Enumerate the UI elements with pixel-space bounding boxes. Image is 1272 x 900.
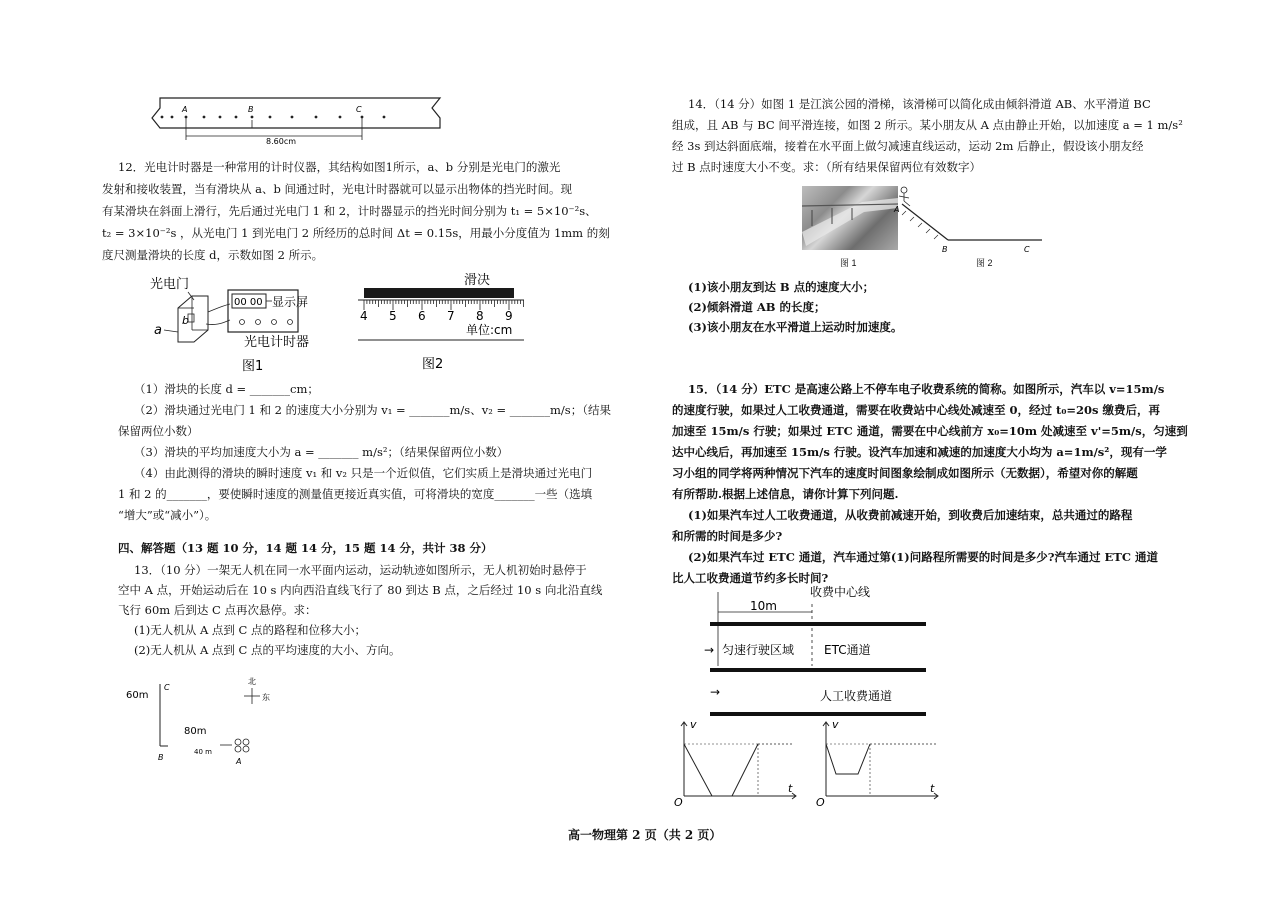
q12-line: t₂ = 3×10⁻²s ，从光电门 1 到光电门 2 所经历的总时间 Δt = 0.15s，用最小分度值为 1mm 的刻 xyxy=(102,226,610,240)
photogate-label: 光电门 xyxy=(150,277,190,292)
vt-axis-t: t xyxy=(930,782,935,795)
drone-label-c: C xyxy=(164,683,170,692)
q14-sub: (2)倾斜滑道 AB 的长度； xyxy=(688,300,826,314)
drone-label-a: A xyxy=(236,757,242,766)
slide-fig2-caption: 图 2 xyxy=(976,258,993,268)
q12-sub: 保留两位小数） xyxy=(118,424,199,438)
compass-north: 北 xyxy=(248,677,256,686)
q12-line: 有某滑块在斜面上滑行，先后通过光电门 1 和 2，计时器显示的挡光时间分别为 t₁ = 5×10⁻²s、 xyxy=(102,204,597,218)
q15-line: 15．（14 分）ETC 是高速公路上不停车电子收费系统的简称。如图所示，汽车以 v=15m/s xyxy=(688,382,1165,396)
drone-icon xyxy=(235,739,249,752)
slide-photo xyxy=(802,186,898,250)
ruler-tick-label: 5 xyxy=(389,309,397,323)
q14-text xyxy=(672,95,1183,179)
compass-icon xyxy=(244,688,260,704)
ruler-unit: 单位:cm xyxy=(466,323,513,337)
ruler-tick-label: 6 xyxy=(418,309,426,323)
tape-figure xyxy=(140,92,450,148)
vt-axis-v: v xyxy=(690,718,697,731)
compass-east: 东 xyxy=(262,693,270,702)
vt-axis-t: t xyxy=(788,782,793,795)
slide-diagram xyxy=(888,184,1048,256)
drone-label-b: B xyxy=(158,753,164,762)
q14-line: 过 B 点时速度大小不变。求：（所有结果保留两位有效数字） xyxy=(672,160,982,174)
q12-sub: （3）滑块的平均加速度大小为 a = _______ m/s²；（结果保留两位小数） xyxy=(134,445,509,459)
q13-line: (1)无人机从 A 点到 C 点的路程和位移大小； xyxy=(134,623,367,637)
q14-line: 组成，且 AB 与 BC 间平滑连接，如图 2 所示。某小朋友从 A 点由静止开始，以加速度 a = 1 m/s² xyxy=(672,118,1183,132)
toll-distance-label: 10m xyxy=(750,599,777,613)
tape-label-a: A xyxy=(182,105,188,114)
child-icon xyxy=(899,187,910,206)
slide-label-b: B xyxy=(942,245,948,254)
fig2-caption: 图2 xyxy=(422,357,444,372)
q15-line: 达中心线后，再加速至 15m/s 行驶。设汽车加速和减速的加速度大小均为 a=1m/s²，现有一学 xyxy=(672,445,1167,459)
q12-sub: （1）滑块的长度 d = _______cm； xyxy=(134,382,319,396)
q15-line: 有所帮助.根据上述信息，请你计算下列问题. xyxy=(672,487,899,501)
drone-label-40m: 40 m xyxy=(194,748,212,756)
q15-line: 的速度行驶，如果过人工收费通道，需要在收费站中心线处减速至 0，经过 t₀=20s 缴费后，再 xyxy=(672,403,1160,417)
toll-lane-diagram xyxy=(700,582,940,718)
q12-sub: （4）由此测得的滑块的瞬时速度 v₁ 和 v₂ 只是一个近似值，它们实质上是滑块通过光电门 xyxy=(134,466,593,480)
page-footer: 高一物理第 2 页（共 2 页） xyxy=(568,828,722,842)
toll-etc-label: ETC通道 xyxy=(824,643,871,657)
vt-graph-etc xyxy=(814,718,944,808)
q14-subquestions xyxy=(688,278,902,338)
toll-zone-label: 匀速行驶区域 xyxy=(722,643,795,657)
ruler-tick-label: 9 xyxy=(505,309,513,323)
slide-label-c: C xyxy=(1024,245,1030,254)
q15-text xyxy=(672,380,1188,590)
slider-label: 滑决 xyxy=(464,273,491,288)
gate-label-b: b xyxy=(182,314,189,327)
section-heading: 四、解答题（13 题 10 分，14 题 14 分，15 题 14 分，共计 38 分） xyxy=(118,541,493,555)
q13-line: (2)无人机从 A 点到 C 点的平均速度的大小、方向。 xyxy=(134,643,401,657)
fig1-caption: 图1 xyxy=(242,359,264,374)
toll-manual-label: 人工收费通道 xyxy=(820,689,893,703)
q14-line: 14．（14 分）如图 1 是江滨公园的滑梯，该滑梯可以简化成由倾斜滑道 AB、水平滑道 BC xyxy=(688,97,1151,111)
q12-line: 12．光电计时器是一种常用的计时仪器，其结构如图1所示，a、b 分别是光电门的激光 xyxy=(118,160,561,174)
q12-sub: “增大”或“减小”）。 xyxy=(118,508,217,522)
vt-axis-v: v xyxy=(832,718,839,731)
q13-line: 空中 A 点，开始运动后在 10 s 内向西沿直线飞行了 80 到达 B 点，之后经过 10 s 向北沿直线 xyxy=(118,583,603,597)
q14-sub: (1)该小朋友到达 B 点的速度大小； xyxy=(688,280,875,294)
tape-label-c: C xyxy=(356,105,362,114)
q13-line: 飞行 60m 后到达 C 点再次悬停。求： xyxy=(118,603,317,617)
q15-line: (2)如果汽车过 ETC 通道，汽车通过第(1)问路程所需要的时间是多少?汽车通过 ETC 通道 xyxy=(688,550,1158,564)
q13-text xyxy=(118,561,603,661)
q12-line: 度尺测量滑块的长度 d，示数如图 2 所示。 xyxy=(102,248,324,262)
tape-distance: 8.60cm xyxy=(266,137,297,146)
drone-path-figure xyxy=(118,672,288,768)
timer-label: 光电计时器 xyxy=(244,335,310,350)
q12-subquestions xyxy=(118,380,611,527)
vt-origin: O xyxy=(674,796,683,808)
gate-label-a: a xyxy=(154,323,162,338)
ruler-tick-label: 8 xyxy=(476,309,484,323)
slide-label-a: A xyxy=(894,205,900,214)
drone-label-60m: 60m xyxy=(126,690,149,701)
q13-line: 13．（10 分）一架无人机在同一水平面内运动，运动轨迹如图所示，无人机初始时悬停于 xyxy=(134,563,587,577)
photogate-figure xyxy=(148,272,348,374)
q14-sub: (3)该小朋友在水平滑道上运动时加速度。 xyxy=(688,320,903,334)
q15-line: 比人工收费通道节约多长时间? xyxy=(672,571,829,585)
q15-line: (1)如果汽车过人工收费通道，从收费前减速开始，到收费后加速结束，总共通过的路程 xyxy=(688,508,1133,522)
ruler-figure xyxy=(354,270,554,374)
q12-line: 发射和接收装置，当有滑块从 a、b 间通过时，光电计时器就可以显示出物体的挡光时间。现 xyxy=(102,182,573,196)
ruler-tick-label: 4 xyxy=(360,309,368,323)
screen-label: 显示屏 xyxy=(272,295,309,309)
toll-arrow-icon: → xyxy=(704,643,715,657)
q15-line: 习小组的同学将两种情况下汽车的速度时间图象绘制成如图所示（无数据），希望对你的解题 xyxy=(672,466,1138,480)
q14-line: 经 3s 到达斜面底端，接着在水平面上做匀减速直线运动，运动 2m 后静止，假设该小朋友经 xyxy=(672,139,1144,153)
ruler-tick-labels xyxy=(360,309,513,323)
drone-label-80m: 80m xyxy=(184,726,207,737)
toll-arrow-icon: → xyxy=(710,685,721,699)
q15-line: 和所需的时间是多少? xyxy=(672,529,783,543)
slide-fig1-caption: 图 1 xyxy=(840,258,857,268)
vt-origin: O xyxy=(816,796,825,808)
q12-text xyxy=(102,158,610,268)
toll-center-label: 收费中心线 xyxy=(810,585,871,599)
vt-graph-manual xyxy=(672,718,802,808)
tape-label-b: B xyxy=(248,105,254,114)
q12-sub: （2）滑块通过光电门 1 和 2 的速度大小分别为 v₁ = _______m/s、v₂ = _______m/s；（结果 xyxy=(134,403,611,417)
q15-line: 加速至 15m/s 行驶；如果过 ETC 通道，需要在中心线前方 x₀=10m 处减速至 v'=5m/s，匀速到 xyxy=(672,424,1188,438)
q12-sub: 1 和 2 的_______，要使瞬时速度的测量值更接近真实值，可将滑块的宽度_______一些（选填 xyxy=(118,487,593,501)
timer-screen: 00 00 xyxy=(234,297,263,308)
ruler-tick-label: 7 xyxy=(447,309,455,323)
